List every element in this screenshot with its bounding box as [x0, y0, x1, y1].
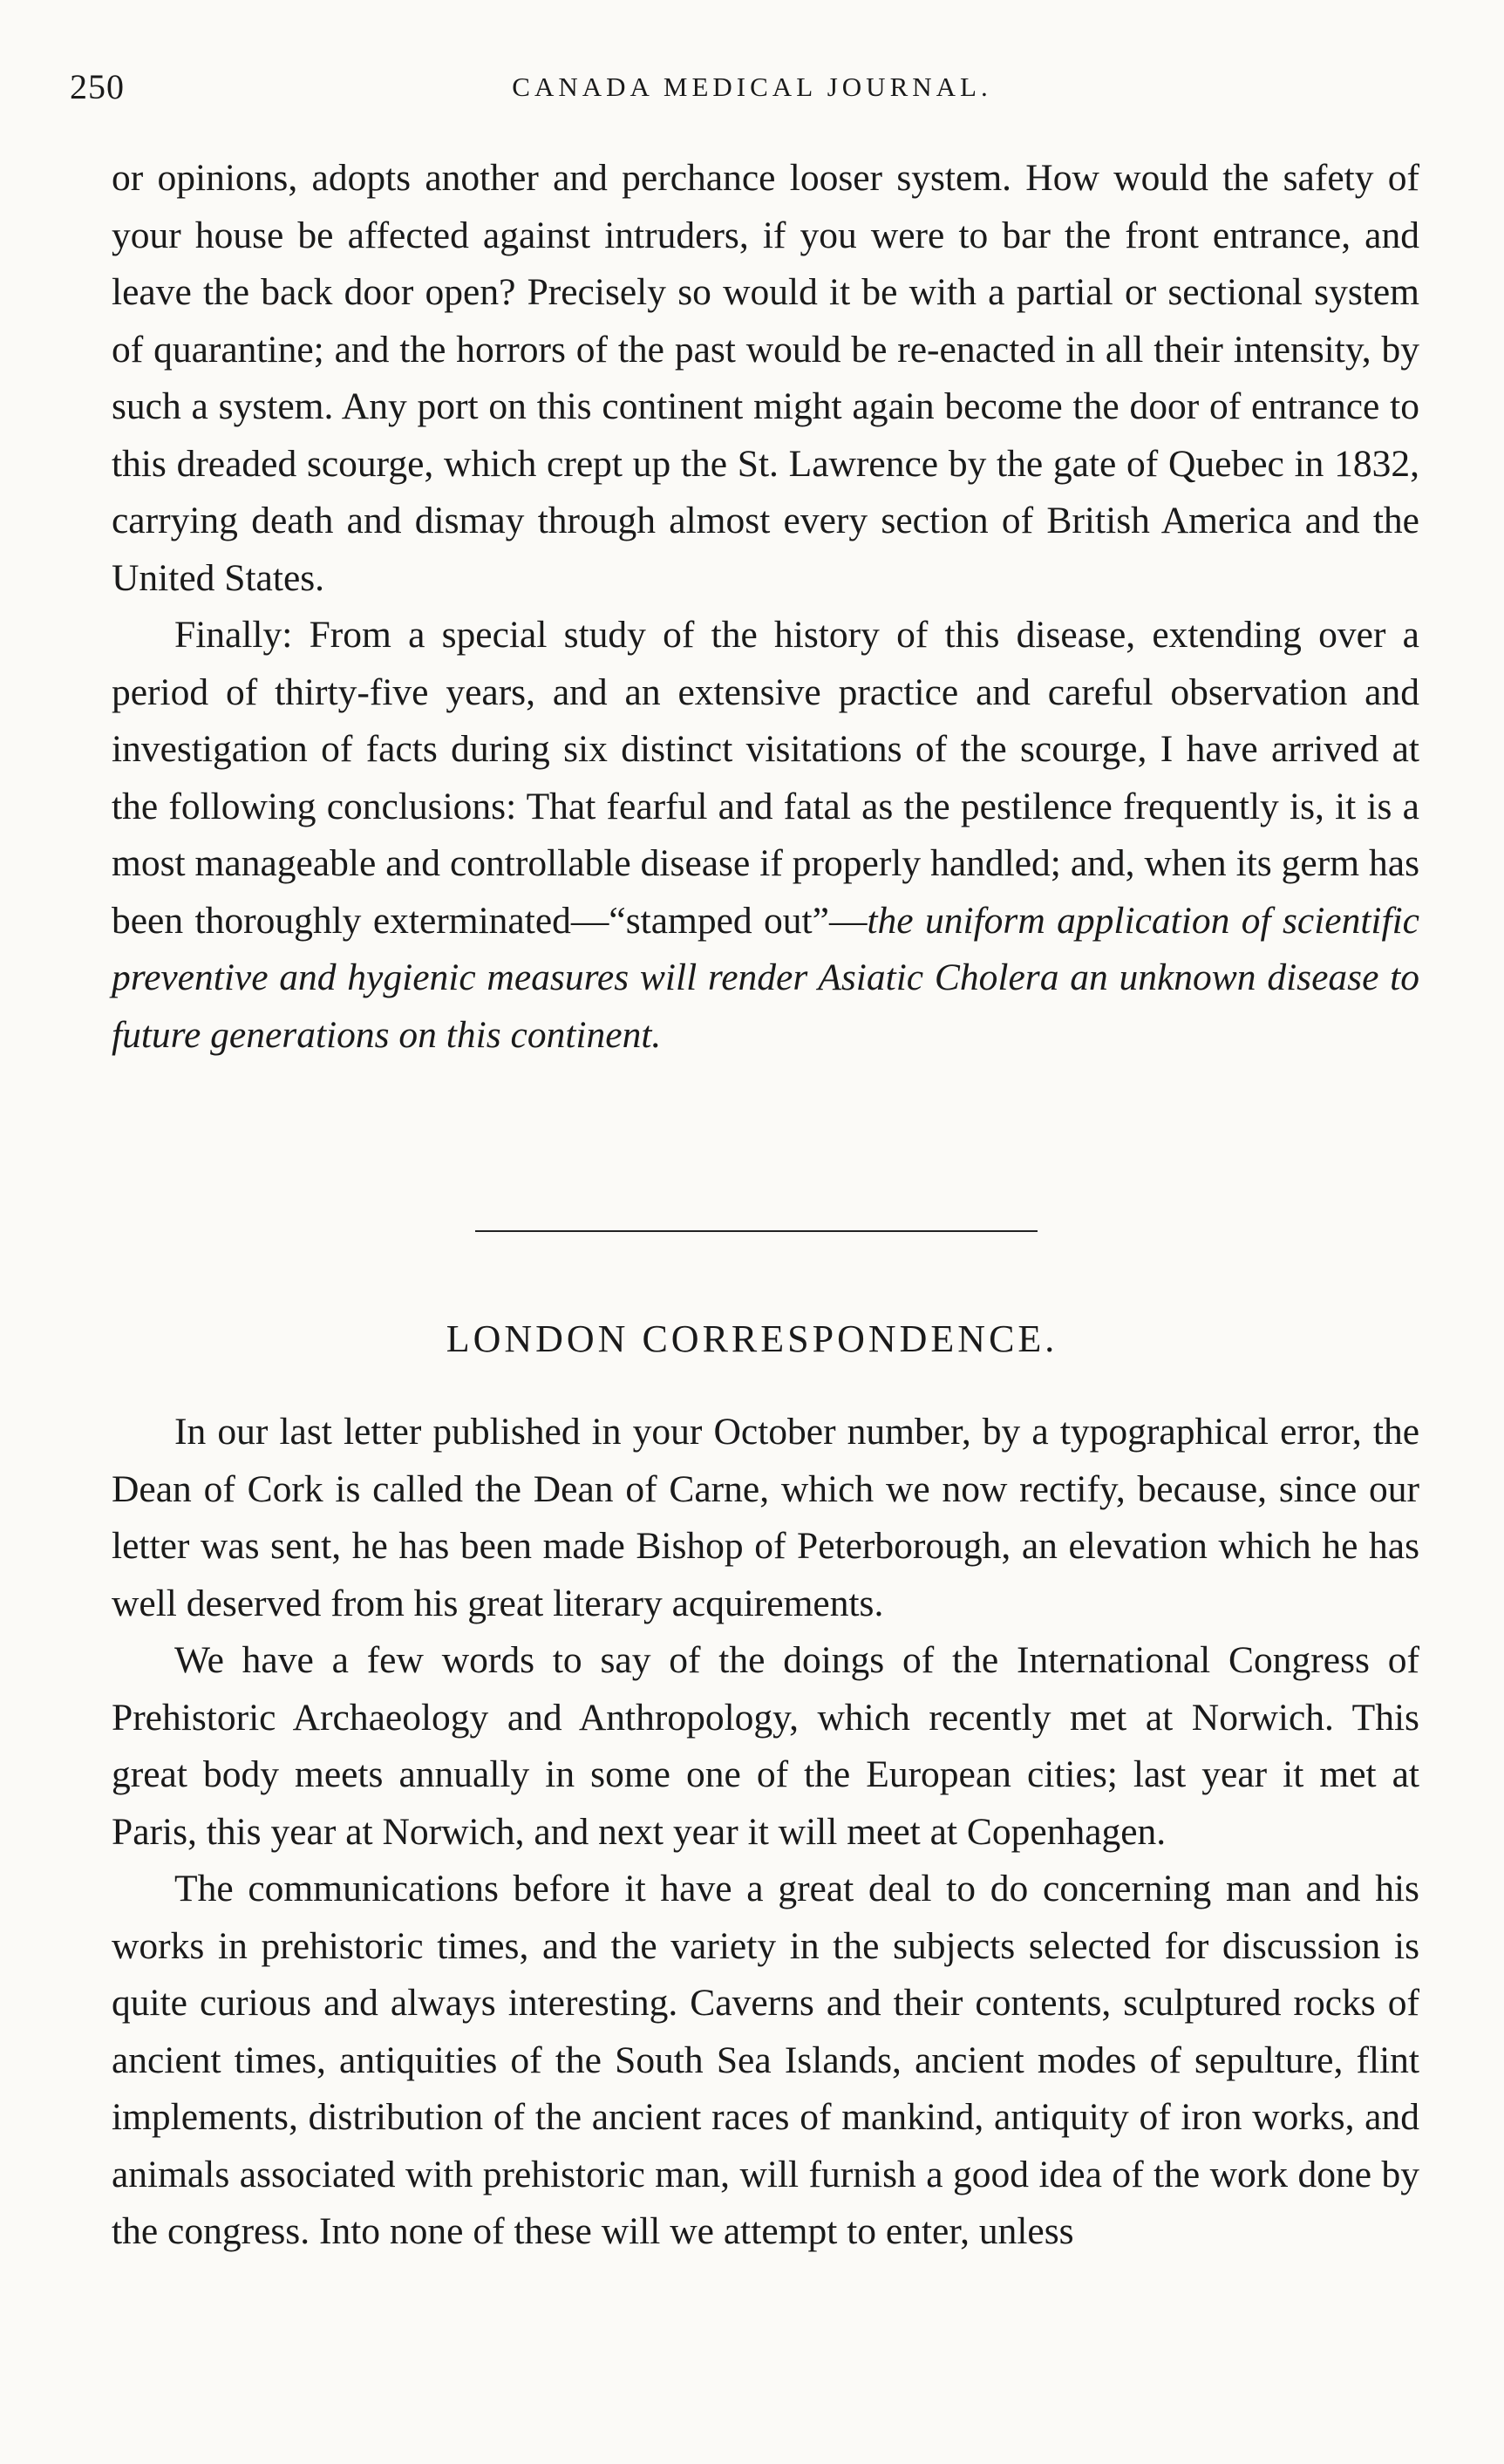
paragraph: or opinions, adopts another and perchance looser system. How would the safety of your house be affected against intruders, if you were to bar the front entrance, and leave the back door open? Precisely so would it be with a partial or sectional system of quarantine; and the horrors of the past would be re-enacted in all their intensity, by such a system. Any port on this continent might again become the door of entrance to this dreaded scourge, which crept up the St. Lawrence by the gate of Quebec in 1832, carrying death and dismay through almost every section of British America and the United States.	[112, 157, 1419, 599]
journal-title: CANADA MEDICAL JOURNAL.	[512, 71, 992, 102]
paragraph-conclusions	[112, 607, 1419, 1064]
conclusion-italic-text: the uniform application of scientific preventive and hygienic measures will render Asiatic Cholera an unknown disease to future generations on this continent.	[112, 899, 1419, 1056]
article-conclusion	[112, 150, 1419, 1064]
paragraph: In our last letter published in your October number, by a typographical error, the Dean of Cork is called the Dean of Carne, which we now rectify, because, since our letter was sent, he has been made Bishop of Peterborough, an elevation which he has well deserved from his great literary acquirements.	[112, 1411, 1419, 1624]
london-correspondence-body	[112, 1404, 1419, 2261]
running-head	[0, 66, 1504, 119]
section-divider	[475, 1230, 1038, 1232]
page-number: 250	[70, 67, 125, 106]
paragraph: We have a few words to say of the doings of the International Congress of Prehistoric Archaeology and Anthropology, which recently met at Norwich. This great body meets annually in some one of the European cities; last year it met at Paris, this year at Norwich, and next year it will meet at Copenhagen.	[112, 1639, 1419, 1853]
paragraph: The communications before it have a great deal to do concerning man and his works in prehistoric times, and the variety in the subjects selected for discussion is quite curious and always interesting. Caverns and their contents, sculptured rocks of ancient times, antiquities of the South Sea Islands, ancient modes of sepulture, flint implements, distribution of the ancient races of mankind, antiquity of iron works, and animals associated with prehistoric man, will furnish a good idea of the work done by the congress. Into none of these will we attempt to enter, unless	[112, 1868, 1419, 2252]
section-heading: LONDON CORRESPONDENCE.	[446, 1317, 1058, 1360]
conclusion-text: Finally: From a special study of the history of this disease, extending over a period of thirty-five years, and an extensive practice and careful observation and investigation of facts during six distinct visitations of the scourge, I have arrived at the following conclusions: That fearful and fatal as the pestilence frequently is, it is a most manageable and controllable disease if properly handled; and, when its germ has been thoroughly exterminated—“stamped out”—	[112, 614, 1419, 942]
